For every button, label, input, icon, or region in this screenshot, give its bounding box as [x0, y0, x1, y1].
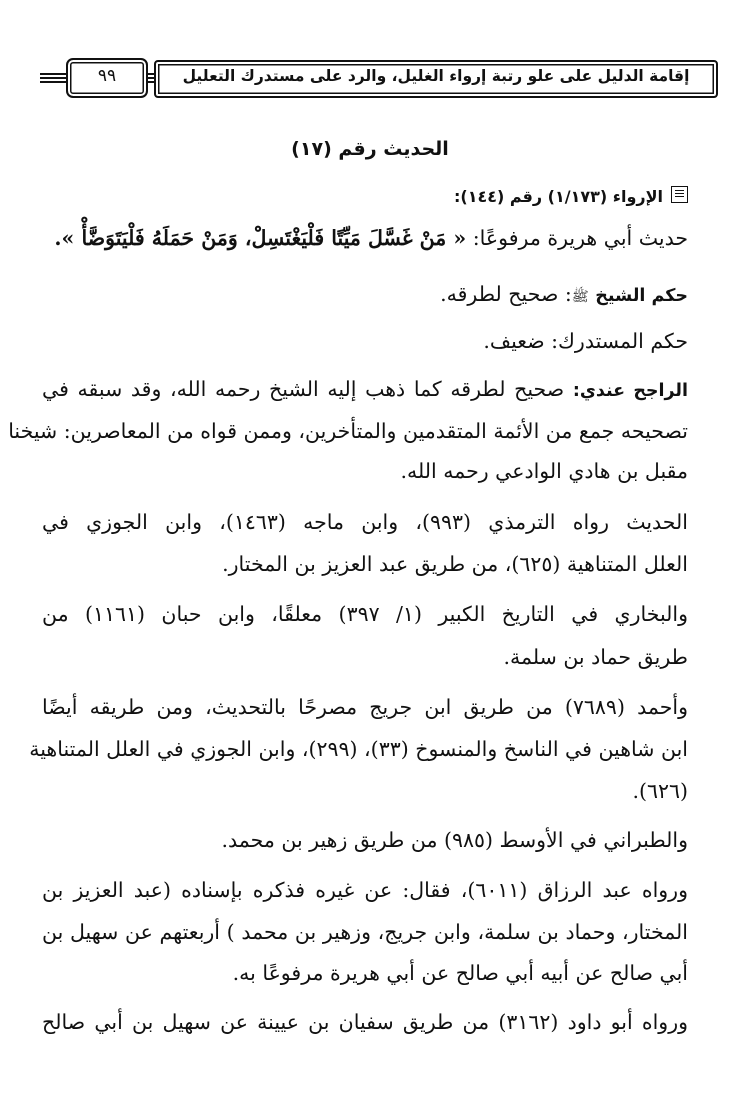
page-number: ٩٩ [97, 66, 117, 86]
book-title: إقامة الدليل على علو رتبة إرواء الغليل، والرد على مستدرك التعليل [182, 67, 690, 85]
line-7: الحديث رواه الترمذي (٩٩٣)، وابن ماجه (١٤٦٣)، وابن الجوزي في [42, 510, 688, 534]
preferred-ruling-label: الراجح عندي: [572, 381, 689, 401]
line-3: حكم المستدرك: ضعيف. [483, 329, 688, 353]
line-6: مقبل بن هادي الوادعي رحمه الله. [400, 459, 688, 483]
sheikh-ruling-label: حكم الشيخ [595, 286, 688, 306]
hadith-heading: الحديث رقم (١٧) [291, 138, 449, 160]
line-15: ورواه عبد الرزاق (٦٠١١)، فقال: عن غيره فذكره بإسناده (عبد العزيز بن [42, 878, 688, 902]
preferred-ruling: صحيح لطرقه كما ذهب إليه الشيخ رحمه الله، وقد سبقه في [42, 377, 565, 401]
sheikh-ruling: : صحيح لطرقه. [440, 282, 572, 306]
line-4 [42, 377, 688, 402]
line-12: ابن شاهين في الناسخ والمنسوخ (٣٣)، (٢٩٩)، وابن الجوزي في العلل المتناهية [29, 737, 688, 761]
page-number-frame [66, 58, 148, 98]
irwa-reference [454, 186, 688, 206]
irwa-reference-text: الإرواء (١/١٧٣) رقم (١٤٤): [453, 187, 663, 206]
line-14: والطبراني في الأوسط (٩٨٥) من طريق زهير بن محمد. [221, 828, 688, 852]
line-9: والبخاري في التاريخ الكبير (١/ ٣٩٧) معلقًا، وابن حبان (١١٦١) من [42, 602, 688, 626]
line-13: (٦٢٦). [632, 779, 688, 803]
line-8: العلل المتناهية (٦٢٥)، من طريق عبد العزيز بن المختار. [222, 552, 688, 576]
line-11: وأحمد (٧٦٨٩) من طريق ابن جريج مصرحًا بالتحديث، ومن طريقه أيضًا [42, 695, 688, 719]
book-title-frame [154, 60, 718, 98]
line-1 [54, 226, 688, 251]
line-17: أبي صالح عن أبيه أبي صالح عن أبي هريرة مرفوعًا به. [232, 961, 688, 985]
book-icon [671, 186, 688, 203]
line-16: المختار، وحماد بن سلمة، وابن جريج، وزهير بن محمد ) أربعتهم عن سهيل بن [42, 920, 688, 944]
honorific: ﷺ [571, 289, 589, 305]
hadith-text: « مَنْ غَسَّلَ مَيِّتًا فَلْيَغْتَسِلْ، وَمَنْ حَمَلَهُ فَلْيَتَوَضَّأْ ». [54, 226, 467, 250]
page-header [40, 58, 718, 98]
line-18: ورواه أبو داود (٣١٦٢) من طريق سفيان بن عيينة عن سهيل بن أبي صالح [42, 1010, 688, 1034]
line-10: طريق حماد بن سلمة. [503, 645, 688, 669]
line-5: تصحيحه جمع من الأئمة المتقدمين والمتأخرين، وممن قواه من المعاصرين: شيخنا [8, 419, 688, 443]
line-2 [440, 282, 688, 307]
hadith-intro: حديث أبي هريرة مرفوعًا: [472, 226, 688, 250]
